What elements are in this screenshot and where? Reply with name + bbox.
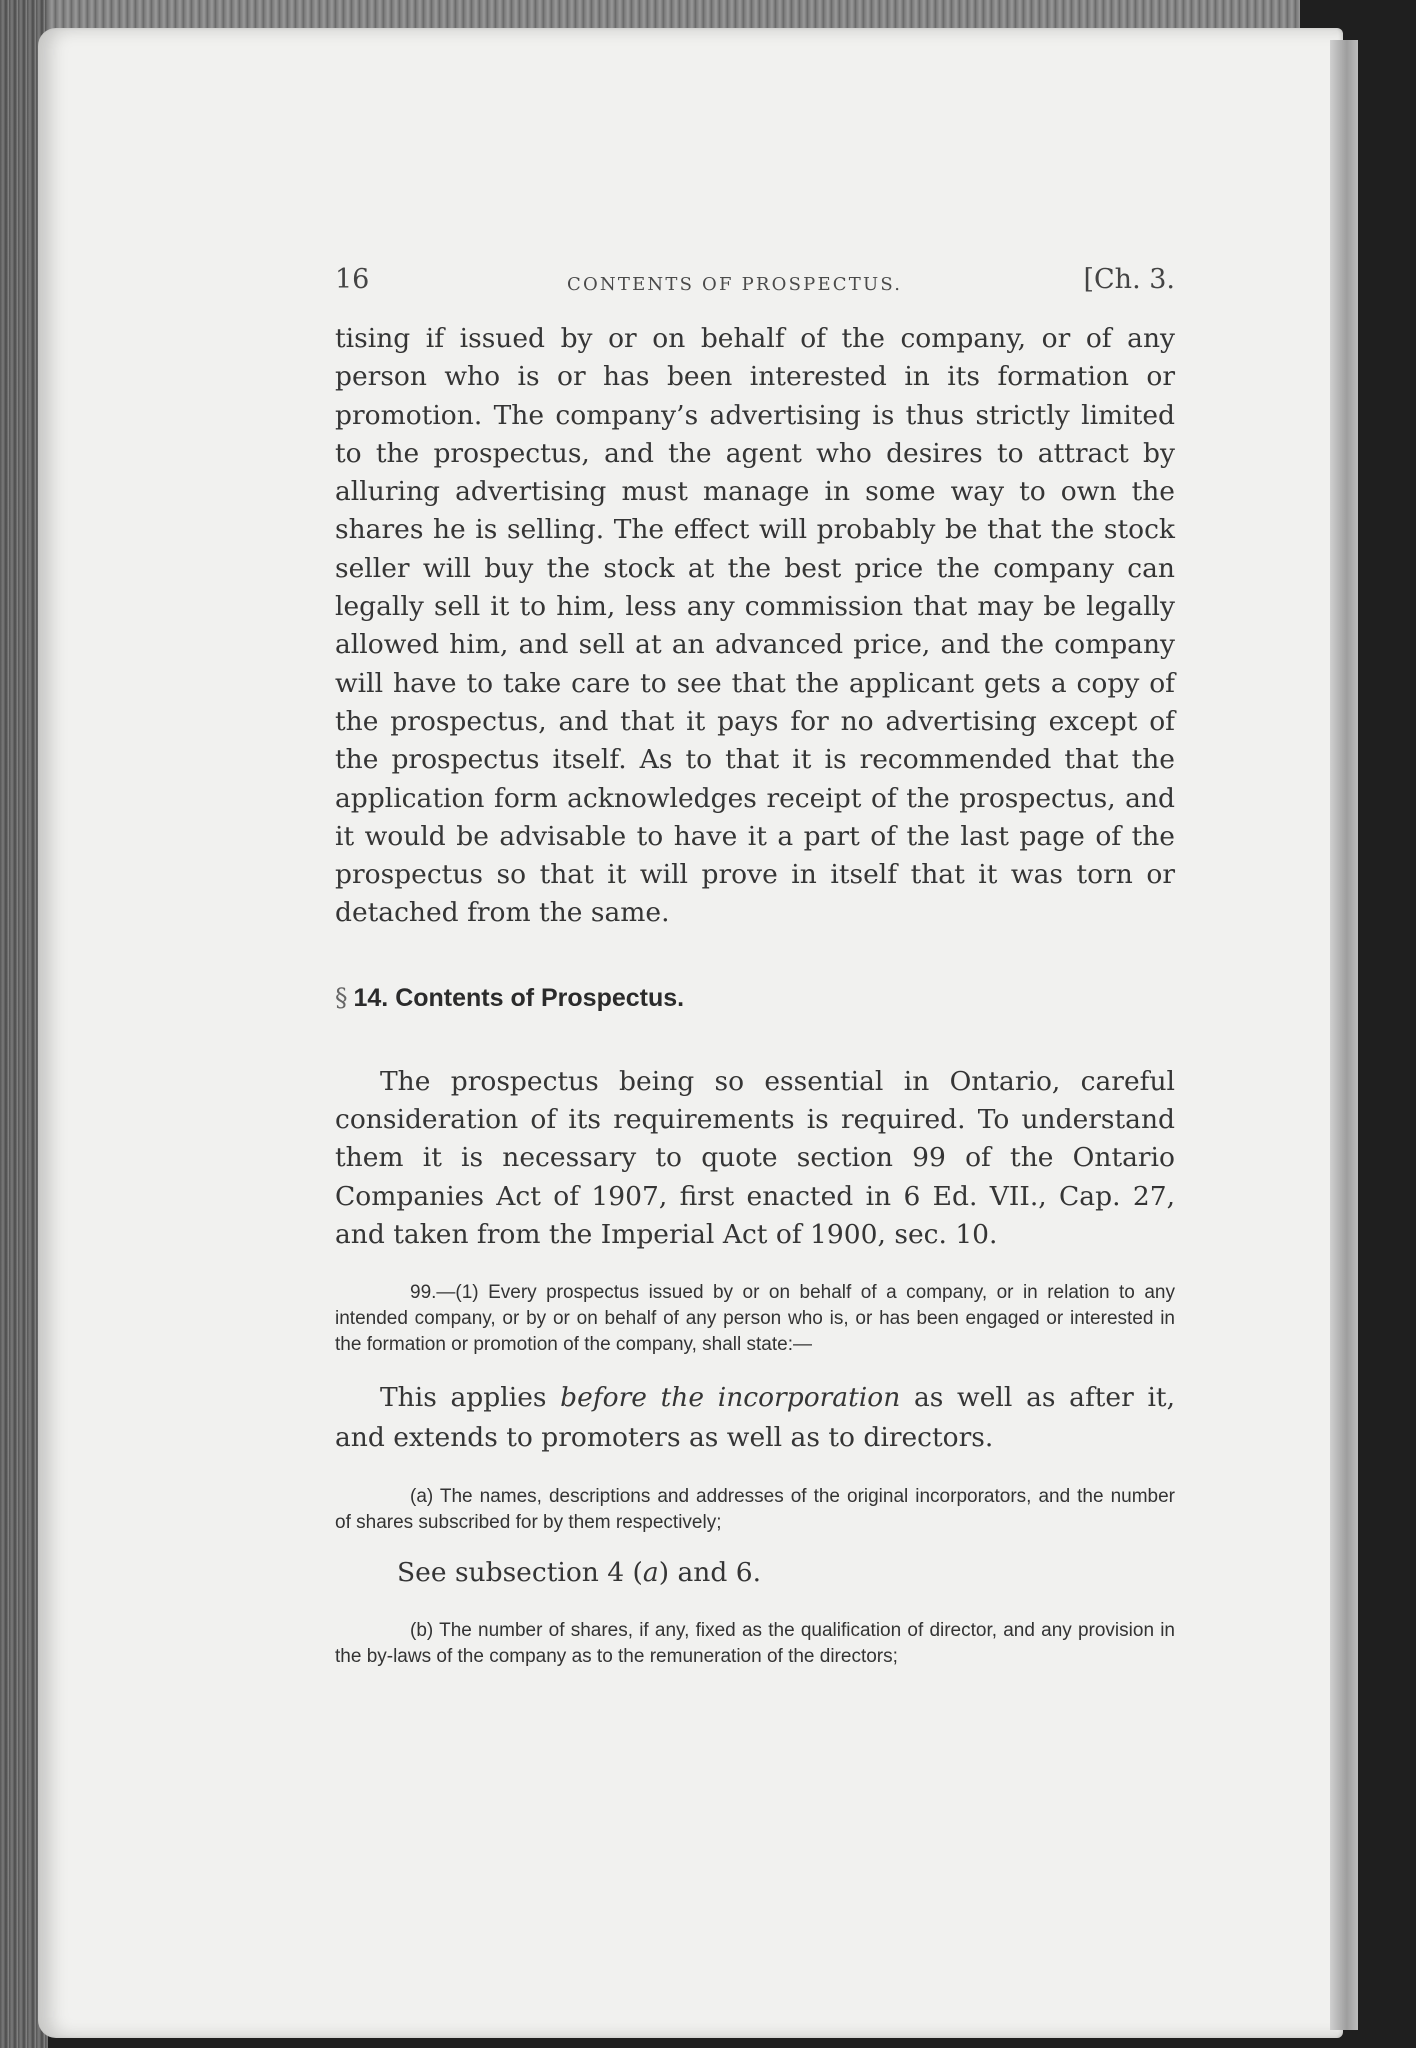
section-symbol: §	[335, 982, 348, 1012]
statute-clause-a: (a) The names, descriptions and addresses of the original incorporators, and the number of shares subscribed for by them respectively;	[335, 1486, 1175, 1534]
paragraph-1: tising if issued by or on behalf of the company, or of any person who is or has been interested in its formation or promotion. The company’s advertising is thus strictly limited to the prospectus, and the agent who desires to attract by alluring advertising must manage in some way to own the shares he is selling. The effect will probably be that the stock seller will buy the stock at the best price the company can legally sell it to him, less any commission that may be legally allowed him, and sell at an advanced price, and the company will have to take care to see that the applicant gets a copy of the prospectus, and that it pays for no advertising except of the prospectus itself. As to that it is recommended that the application form acknowledges receipt of the prospectus, and it would be advisable to have it a part of the last page of the prospectus so that it will prove in itself that it was torn or detached from the same.	[335, 323, 1175, 929]
section-heading-text: 14. Contents of Prospectus.	[353, 983, 685, 1012]
paragraph-3-before: This applies	[380, 1382, 561, 1414]
note-a-after: ) and 6.	[658, 1557, 762, 1589]
running-head-title: CONTENTS OF PROSPECTUS.	[567, 274, 903, 295]
page-number: 16	[335, 264, 370, 295]
statute-clause-b: (b) The number of shares, if any, fixed as the qualification of director, and any provision in the by-laws of the company as to the remuneration of the directors;	[335, 1620, 1175, 1668]
running-head	[335, 264, 1175, 304]
paragraph-2: The prospectus being so essential in Ontario, careful consideration of its requirements is required. To understand them it is necessary to quote section 99 of the Ontario Companies Act of 1907, first enacted in 6 Ed. VII., Cap. 27, and taken from the Imperial Act of 1900, sec. 10.	[335, 1065, 1175, 1250]
note-a-before: See subsection 4 (	[397, 1557, 643, 1589]
note-a-italic: a	[642, 1557, 659, 1589]
statute-section-99: 99.—(1) Every prospectus issued by or on behalf of a company, or in relation to any intended company, or by or on behalf of any person who is, or has been engaged or interested in the formation or promotion of the company, shall state:—	[335, 1282, 1175, 1356]
paragraph-3-italic: before the incorporation	[560, 1382, 901, 1414]
chapter-label: [Ch. 3.	[1083, 264, 1175, 295]
page-right-edge	[1330, 40, 1358, 2030]
page-content	[335, 264, 1175, 1670]
paragraph-3-after: as well as after it, and extends to promoters as well as to directors.	[335, 1382, 1176, 1454]
paragraph-3	[335, 1378, 1175, 1458]
section-heading	[335, 983, 1175, 1013]
note-clause-a	[397, 1554, 1175, 1592]
